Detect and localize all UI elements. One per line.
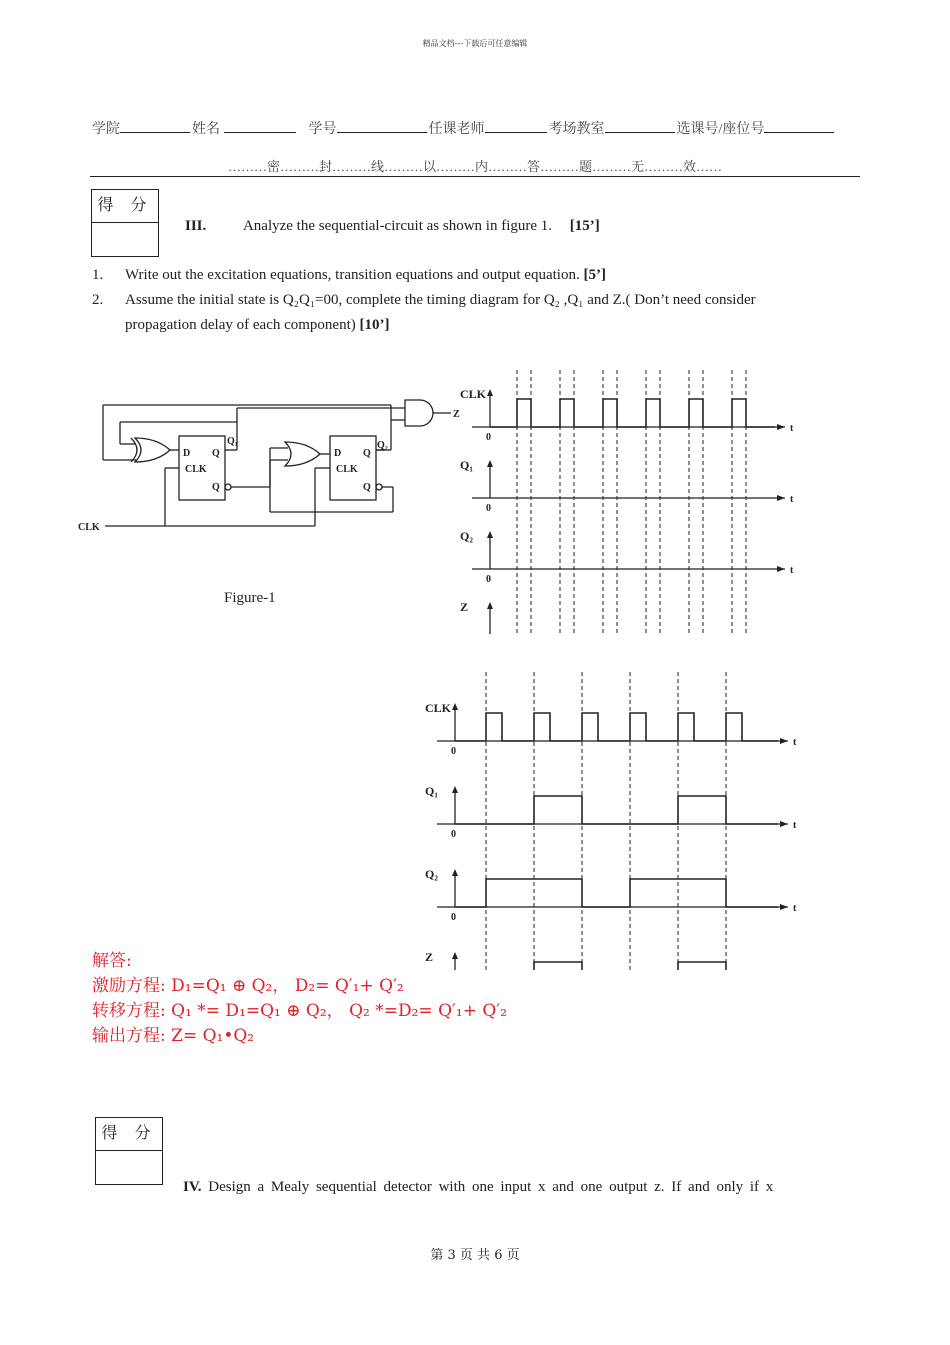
- section-3-number: III.: [185, 218, 207, 234]
- origin-label-1: 0: [486, 503, 491, 514]
- signal-label-3: Z: [425, 950, 434, 964]
- field-college: 学院: [92, 122, 120, 137]
- field-seat: 选课号/座位号: [676, 122, 765, 137]
- figure-caption: Figure-1: [224, 590, 276, 606]
- t-label-1: t: [793, 820, 797, 831]
- section-4-number: IV.: [183, 1179, 202, 1195]
- seat-blank: [764, 118, 834, 133]
- dff1-q: Q: [212, 448, 220, 459]
- dff2-qbar: Q: [363, 482, 371, 493]
- signal-label-2: Q₂: [425, 867, 438, 881]
- clk-input-label: CLK: [78, 522, 100, 533]
- score-box-3: [91, 189, 159, 257]
- xor-gate-1: [135, 438, 170, 462]
- origin-label-2: 0: [486, 574, 491, 585]
- answer-heading: 解答:: [92, 951, 132, 971]
- field-name: 姓名: [192, 122, 220, 137]
- circuit-diagram: [75, 390, 470, 540]
- item-1-number: 1.: [92, 267, 104, 283]
- time-arrow-1: [780, 821, 788, 827]
- section-3-points: [15’]: [569, 218, 600, 234]
- section-3-title: [185, 218, 600, 235]
- section-4: [183, 1179, 773, 1196]
- dff1-qbar: Q: [212, 482, 220, 493]
- time-arrow-1: [777, 495, 785, 501]
- waveform-1: [455, 796, 778, 824]
- section-4-text: Design a Mealy sequential detector with one input x and one output z. If and only if x: [208, 1179, 774, 1195]
- signal-label-2: Q₂: [460, 529, 473, 543]
- z-output-label: Z: [453, 409, 460, 420]
- origin-label-0: 0: [486, 432, 491, 443]
- signal-label-0: CLK: [425, 701, 452, 715]
- seal-line: ………密………封………线………以………内………答………题………无………效……: [227, 159, 722, 174]
- item-2-line2-wrap: [125, 317, 390, 334]
- answer-output: 输出方程: Z= Q₁•Q₂: [92, 1026, 255, 1046]
- value-arrow-2: [487, 531, 493, 538]
- score-box-4: [95, 1117, 163, 1185]
- dff2-d: D: [334, 448, 342, 459]
- q2-label: Q₂: [377, 440, 388, 451]
- waveform-0: [490, 399, 775, 427]
- blank-timing-diagram: [455, 362, 805, 634]
- value-arrow-1: [452, 786, 458, 793]
- dff2-clk: CLK: [336, 464, 358, 475]
- item-1-text: Write out the excitation equations, transition equations and output equation.: [125, 267, 580, 283]
- page-footer: 第 3 页 共 6 页: [430, 1248, 520, 1263]
- t-label-0: t: [793, 737, 797, 748]
- item-2-line2: propagation delay of each component): [125, 317, 356, 333]
- origin-label-0: 0: [451, 746, 456, 757]
- name-blank: [224, 118, 296, 133]
- field-room: 考场教室: [548, 122, 605, 137]
- waveform-2: [455, 879, 778, 907]
- signal-label-0: CLK: [460, 387, 487, 401]
- waveform-3: [455, 962, 778, 970]
- student-id-blank: [337, 118, 427, 133]
- t-label-0: t: [790, 423, 794, 434]
- or-gate: [285, 442, 320, 466]
- time-arrow-0: [780, 738, 788, 744]
- value-arrow-1: [487, 460, 493, 467]
- item-2-number: 2.: [92, 292, 104, 308]
- time-arrow-2: [777, 566, 785, 572]
- header-rule: [90, 176, 860, 177]
- q1-label: Q₁: [227, 436, 238, 447]
- t-label-2: t: [790, 565, 794, 576]
- page-banner: 精品文档---下载后可任意编辑: [422, 39, 528, 48]
- field-student-id: 学号: [308, 122, 337, 137]
- value-arrow-2: [452, 869, 458, 876]
- waveform-0: [455, 713, 778, 741]
- item-2: [92, 292, 756, 309]
- origin-label-2: 0: [451, 912, 456, 923]
- value-arrow-0: [452, 703, 458, 710]
- college-blank: [120, 118, 190, 133]
- teacher-blank: [485, 118, 547, 133]
- signal-label-1: Q₁: [460, 458, 473, 472]
- time-arrow-0: [777, 424, 785, 430]
- and-gate: [405, 400, 433, 426]
- dff1-clk: CLK: [185, 464, 207, 475]
- answer-transition: 转移方程: Q₁ *= D₁=Q₁ ⊕ Q₂， Q₂ *=D₂= Q′₁+ Q′₂: [92, 1001, 507, 1021]
- dff1-d: D: [183, 448, 191, 459]
- section-3-text: Analyze the sequential-circuit as shown in figure 1.: [242, 218, 553, 234]
- item-2-points: [10’]: [359, 317, 390, 333]
- origin-label-1: 0: [451, 829, 456, 840]
- answer-excitation: 激励方程: D₁=Q₁ ⊕ Q₂， D₂= Q′₁+ Q′₂: [92, 976, 404, 996]
- item-1: [92, 267, 606, 284]
- solved-timing-diagram: [410, 660, 805, 970]
- item-2-line1: Assume the initial state is Q₂Q₁=00, complete the timing diagram for Q₂ ,Q₁ and Z.( Don’t need consider: [125, 292, 756, 308]
- exam-header-fields: [92, 118, 836, 138]
- value-arrow-3: [452, 952, 458, 959]
- t-label-2: t: [793, 903, 797, 914]
- item-1-points: [5’]: [583, 267, 606, 283]
- room-blank: [605, 118, 675, 133]
- time-arrow-2: [780, 904, 788, 910]
- score-label-4: 得 分: [96, 1118, 162, 1151]
- signal-label-1: Q₁: [425, 784, 438, 798]
- value-arrow-3: [487, 602, 493, 609]
- signal-label-3: Z: [460, 600, 469, 614]
- t-label-1: t: [790, 494, 794, 505]
- field-teacher: 任课老师: [428, 122, 485, 137]
- dff2-q: Q: [363, 448, 371, 459]
- value-arrow-0: [487, 389, 493, 396]
- score-label: 得 分: [92, 190, 158, 223]
